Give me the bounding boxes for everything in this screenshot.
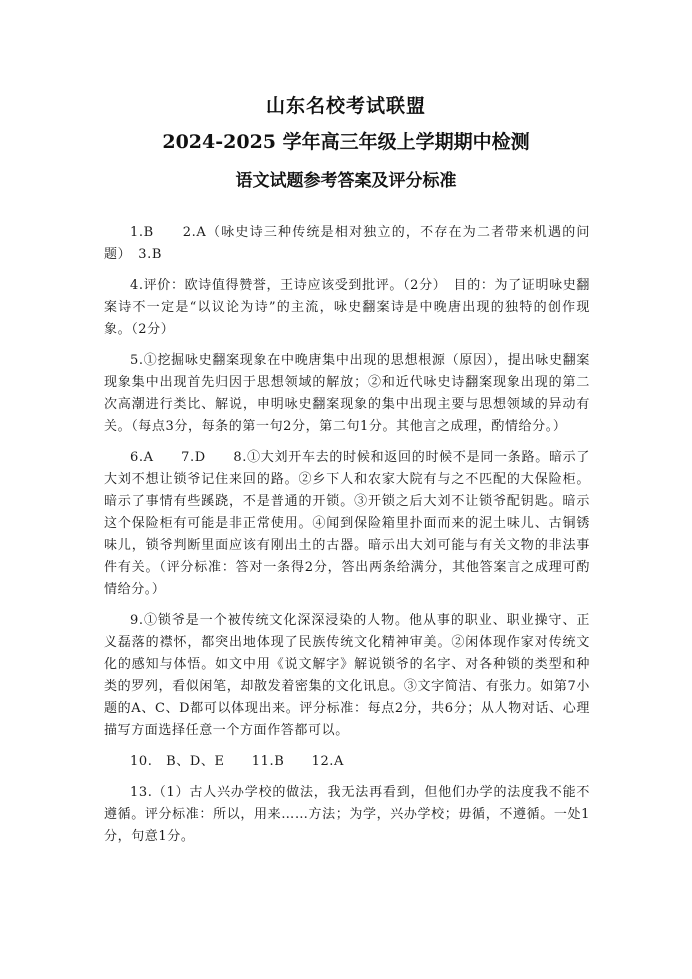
answer-5: 5.①挖掘咏史翻案现象在中晚唐集中出现的思想根源（原因），提出咏史翻案现象集中出现首先归因于思想领域的解放；②和近代咏史诗翻案现象出现的第二次高潮进行类比、解说，申明咏史翻案现象的集中出现主要与思想领域的异动有关。（每点3分，每条的第一句2分，第二句1分。其他言之成理，酌情给分。） — [104, 353, 590, 434]
header-alliance-name: 山东名校考试联盟 — [265, 95, 426, 117]
header-answer-key-title: 语文试题参考答案及评分标准 — [235, 171, 457, 191]
answer-10-12: 10. B、D、E 11.B 12.A — [130, 754, 345, 769]
header-exam-title: 2024-2025 学年高三年级上学期期中检测 — [162, 131, 530, 153]
answer-6-8: 6.A 7.D 8.①大刘开车去的时候和返回的时候不是同一条路。暗示了大刘不想让锁爷记住来回的路。②乡下人和农家大院有与之不匹配的大保险柜。暗示了事情有些蹊跷，不是普通的开锁。③开锁之后大刘不让锁爷配钥匙。暗示这个保险柜有可能是非正常使用。④闻到保险箱里扑面而来的泥土味儿、古铜锈味儿，锁爷判断里面应该有刚出土的古器。暗示出大刘可能与有关文物的非法事件有关。（评分标准：答对一条得2分，答出两条给满分，其他答案言之成理可酌情给分。） — [104, 450, 590, 597]
answer-4: 4.评价：欧诗值得赞誉，王诗应该受到批评。（2分） 目的：为了证明咏史翻案诗不一定是“以议论为诗”的主流，咏史翻案诗是中晚唐出现的独特的创作现象。（2分） — [104, 278, 590, 337]
answer-body — [104, 222, 590, 857]
answer-9: 9.①锁爷是一个被传统文化深深浸染的人物。他从事的职业、职业操守、正义磊落的襟怀，都突出地体现了民族传统文化精神审美。②闲体现作家对传统文化的感知与体悟。如文中用《说文解字》解说锁爷的名字、对各种锁的类型和种类的罗列，看似闲笔，却散发着密集的文化讯息。③文字简洁、有张力。如第7小题的A、C、D都可以体现出来。评分标准：每点2分，共6分；从人物对话、心理描写方面选择任意一个方面作答都可以。 — [104, 613, 590, 738]
answer-13: 13.（1）古人兴办学校的做法，我无法再看到，但他们办学的法度我不能不遵循。评分标准：所以，用来……方法；为学，兴办学校；毋循，不遵循。一处1分，句意1分。 — [104, 785, 590, 844]
answer-1-3: 1.B 2.A（咏史诗三种传统是相对独立的，不存在为二者带来机遇的问题） 3.B — [104, 225, 590, 262]
